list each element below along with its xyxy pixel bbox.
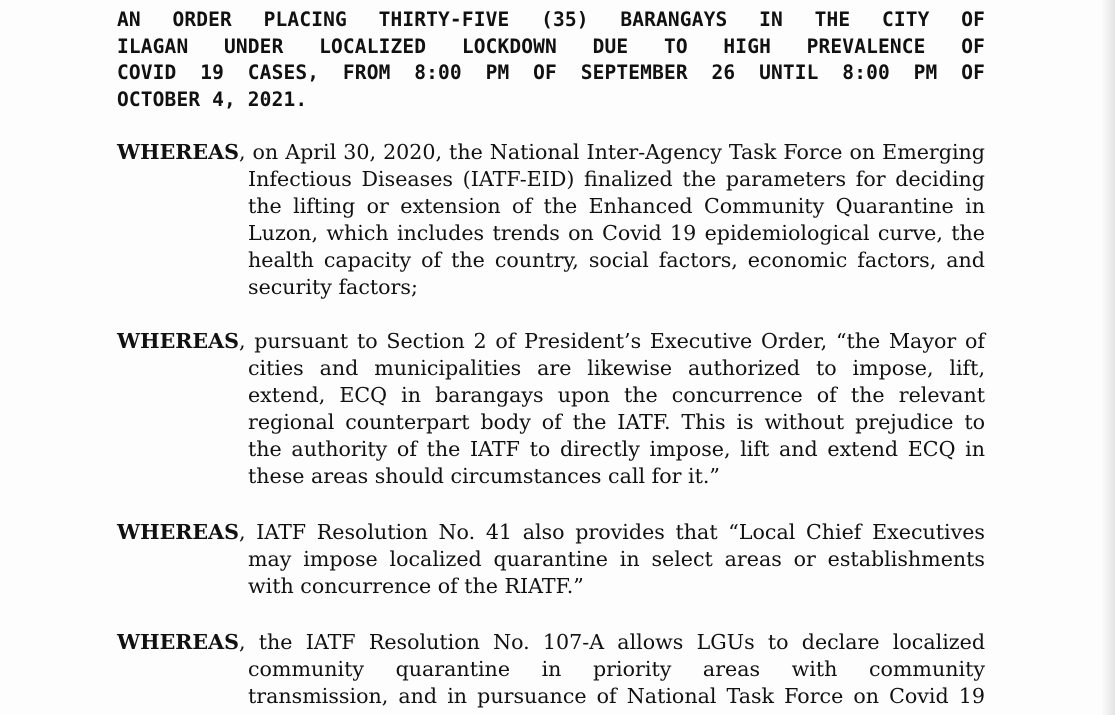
title-line: COVID 19 CASES, FROM 8:00 PM OF SEPTEMBER 26 UNTIL 8:00 PM OF xyxy=(117,61,985,84)
whereas-clause-1 xyxy=(117,139,985,301)
clause-line: the authority of the IATF to directly impose, lift and extend ECQ in xyxy=(248,437,985,461)
clause-line: the lifting or extension of the Enhanced Community Quarantine in xyxy=(248,194,985,218)
clause-text: , pursuant to Section 2 of President’s Executive Order, “the Mayor of xyxy=(238,329,985,353)
clause-first-line xyxy=(117,328,985,355)
clause-line: with concurrence of the RIATF.” xyxy=(248,574,584,598)
clause-line: transmission, and in pursuance of National Task Force on Covid 19 xyxy=(248,684,985,708)
whereas-clause-2 xyxy=(117,328,985,490)
clause-line: Infectious Diseases (IATF-EID) finalized the parameters for deciding xyxy=(248,167,985,191)
whereas-label: WHEREAS xyxy=(117,520,239,544)
clause-first-line xyxy=(117,139,985,166)
clause-line: community quarantine in priority areas with community xyxy=(248,657,985,681)
whereas-label: WHEREAS xyxy=(117,140,239,164)
clause-text: , IATF Resolution No. 41 also provides that “Local Chief Executives xyxy=(238,520,985,544)
clause-line: extend, ECQ in barangays upon the concurrence of the relevant xyxy=(248,383,985,407)
clause-text: , the IATF Resolution No. 107-A allows LGUs to declare localized xyxy=(238,630,985,654)
whereas-clause-3 xyxy=(117,519,985,600)
title-line: AN ORDER PLACING THIRTY-FIVE (35) BARANGAYS IN THE CITY OF xyxy=(117,8,985,31)
clause-line: security factors; xyxy=(248,275,418,299)
title-line: ILAGAN UNDER LOCALIZED LOCKDOWN DUE TO HIGH PREVALENCE OF xyxy=(117,34,985,58)
whereas-label: WHEREAS xyxy=(117,329,239,353)
clause-line: cities and municipalities are likewise authorized to impose, lift, xyxy=(248,356,985,380)
whereas-label: WHEREAS xyxy=(117,630,239,654)
clause-text: , on April 30, 2020, the National Inter-Agency Task Force on Emerging xyxy=(238,140,985,164)
clause-line: health capacity of the country, social factors, economic factors, and xyxy=(248,248,985,272)
clause-line: regional counterpart body of the IATF. This is without prejudice to xyxy=(248,410,985,434)
clause-first-line xyxy=(117,629,985,656)
whereas-clause-4 xyxy=(117,629,985,710)
page-edge-shadow xyxy=(1101,0,1115,715)
clause-line: may impose localized quarantine in select areas or establishments xyxy=(248,547,985,571)
clause-line: these areas should circumstances call for it.” xyxy=(248,464,720,488)
title-line: OCTOBER 4, 2021. xyxy=(117,87,308,111)
clause-line: Luzon, which includes trends on Covid 19 epidemiological curve, the xyxy=(248,221,985,245)
clause-first-line xyxy=(117,519,985,546)
order-title xyxy=(117,7,985,113)
